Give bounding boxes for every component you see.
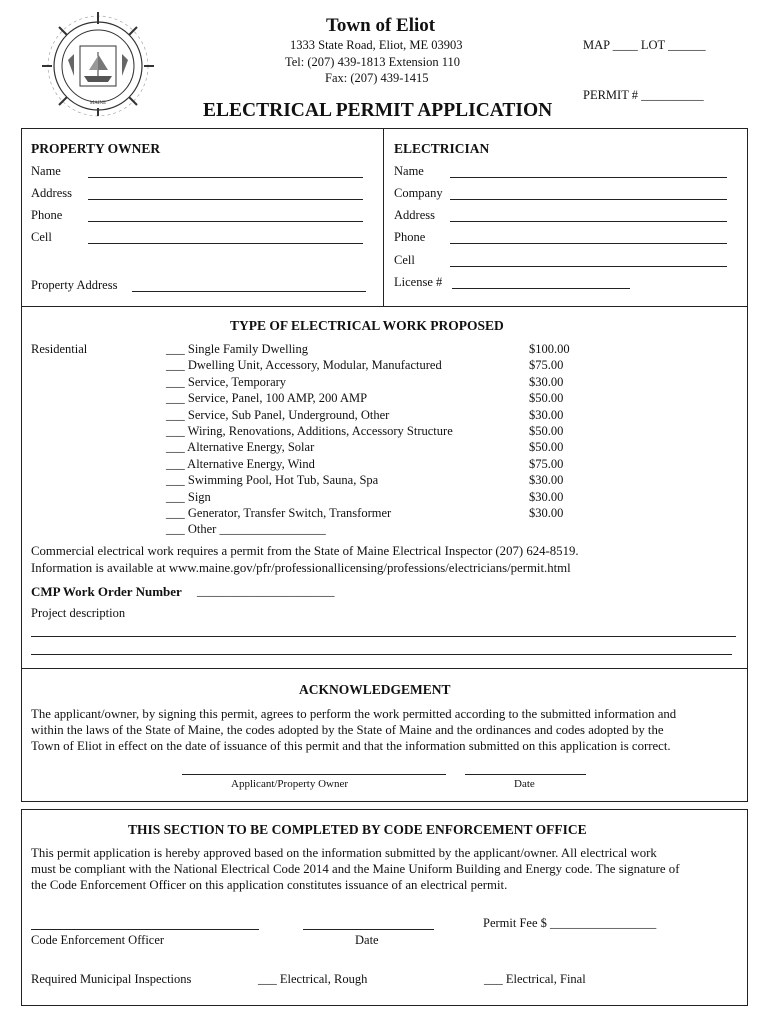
work-item-label[interactable]: ___ Alternative Energy, Solar <box>166 440 315 455</box>
electrician-phone-field[interactable] <box>450 243 727 244</box>
electrician-heading: ELECTRICIAN <box>394 141 490 156</box>
work-item-fee: $30.00 <box>529 407 564 422</box>
owner-address-label: Address <box>31 186 72 200</box>
work-item-fee: $30.00 <box>529 374 564 389</box>
seal-text: MAINE <box>89 101 107 106</box>
office-line-3: the Code Enforcement Officer on this application constitutes issuance of an electrical permit. <box>31 878 508 892</box>
electrician-license-field[interactable] <box>452 288 630 289</box>
town-name: Town of Eliot <box>326 15 436 36</box>
work-item-fee: $50.00 <box>529 391 564 406</box>
contact-divider <box>383 128 384 307</box>
electrician-address-field[interactable] <box>450 221 727 222</box>
owner-phone-field[interactable] <box>88 221 363 222</box>
work-item-label[interactable]: ___ Service, Panel, 100 AMP, 200 AMP <box>166 391 368 406</box>
town-tel: Tel: (207) 439-1813 Extension 110 <box>285 55 461 69</box>
town-fax: Fax: (207) 439-1415 <box>325 71 429 85</box>
project-description-line-2[interactable] <box>31 654 732 655</box>
work-item-label[interactable]: ___ Single Family Dwelling <box>166 342 309 356</box>
ack-line-3: Town of Eliot in effect on the date of issuance of this permit and that the information submitted on this application is correct. <box>31 739 671 753</box>
work-item-fee: $75.00 <box>529 358 564 373</box>
work-item-label[interactable]: ___ Dwelling Unit, Accessory, Modular, Manufactured <box>166 358 442 373</box>
work-item-fee: $100.00 <box>529 342 570 356</box>
permit-number: PERMIT # __________ <box>583 88 704 102</box>
work-heading: TYPE OF ELECTRICAL WORK PROPOSED <box>230 318 504 333</box>
owner-name-label: Name <box>31 164 61 178</box>
town-address: 1333 State Road, Eliot, ME 03903 <box>290 38 463 52</box>
electrician-name-field[interactable] <box>450 177 727 178</box>
work-item-fee: $50.00 <box>529 424 564 438</box>
work-item-label[interactable]: ___ Wiring, Renovations, Additions, Accessory Structure <box>166 424 453 438</box>
applicant-signature-label: Applicant/Property Owner <box>231 778 348 790</box>
electrician-license-label: License # <box>394 275 443 289</box>
work-item-label[interactable]: ___ Service, Temporary <box>166 374 287 389</box>
office-line-2: must be compliant with the National Electrical Code 2014 and the Maine Uniform Building and Energy code. The signature of <box>31 862 680 876</box>
work-item-label[interactable]: ___ Other _________________ <box>166 522 326 537</box>
electrician-name-label: Name <box>394 164 424 178</box>
work-item-label[interactable]: ___ Alternative Energy, Wind <box>166 456 315 471</box>
work-item-fee: $30.00 <box>529 473 564 488</box>
owner-name-field[interactable] <box>88 177 363 178</box>
work-item-label[interactable]: ___ Service, Sub Panel, Underground, Other <box>166 407 390 422</box>
work-item-label[interactable]: ___ Sign <box>166 489 211 504</box>
inspection-rough[interactable]: ___ Electrical, Rough <box>258 972 368 986</box>
residential-label: Residential <box>31 342 88 356</box>
officer-date-label: Date <box>355 933 379 947</box>
applicant-signature-field[interactable] <box>182 774 446 775</box>
ack-heading: ACKNOWLEDGEMENT <box>299 682 451 697</box>
electrician-address-label: Address <box>394 208 435 222</box>
electrician-company-field[interactable] <box>450 199 727 200</box>
project-description-label: Project description <box>31 606 126 620</box>
property-address-label: Property Address <box>31 278 118 292</box>
owner-cell-field[interactable] <box>88 243 363 244</box>
office-heading: THIS SECTION TO BE COMPLETED BY CODE ENFORCEMENT OFFICE <box>128 822 587 837</box>
map-lot: MAP ____ LOT ______ <box>583 38 706 52</box>
commercial-note-1: Commercial electrical work requires a permit from the State of Maine Electrical Inspector (207) 624-8519. <box>31 544 579 558</box>
inspection-final[interactable]: ___ Electrical, Final <box>484 972 586 986</box>
ack-line-2: within the laws of the State of Maine, the codes adopted by the State of Maine and the ordinances and codes adopted by the <box>31 723 664 737</box>
office-line-1: This permit application is hereby approved based on the information submitted by the applicant/owner. All electrical work <box>31 846 657 860</box>
cmp-label: CMP Work Order Number <box>31 584 182 599</box>
owner-phone-label: Phone <box>31 208 63 222</box>
work-item-fee: $30.00 <box>529 489 564 504</box>
property-address-field[interactable] <box>132 291 366 292</box>
cmp-field[interactable]: ______________________ <box>197 584 335 598</box>
inspections-label: Required Municipal Inspections <box>31 972 192 986</box>
applicant-date-label: Date <box>514 778 535 790</box>
project-description-line-1[interactable] <box>31 636 736 637</box>
officer-date-field[interactable] <box>303 929 434 930</box>
form-title: ELECTRICAL PERMIT APPLICATION <box>203 100 553 121</box>
commercial-note-2: Information is available at www.maine.gov/pfr/professionallicensing/professions/electricians/permit.html <box>31 561 571 575</box>
permit-fee[interactable]: Permit Fee $ _________________ <box>483 916 657 930</box>
applicant-date-field[interactable] <box>465 774 586 775</box>
work-item-label[interactable]: ___ Swimming Pool, Hot Tub, Sauna, Spa <box>166 473 379 488</box>
officer-signature-field[interactable] <box>31 929 259 930</box>
owner-heading: PROPERTY OWNER <box>31 141 161 156</box>
work-item-fee: $75.00 <box>529 456 564 471</box>
work-item-fee: $50.00 <box>529 440 564 455</box>
officer-label: Code Enforcement Officer <box>31 933 165 947</box>
electrician-company-label: Company <box>394 186 443 200</box>
ack-line-1: The applicant/owner, by signing this permit, agrees to perform the work permitted according to the submitted information and <box>31 707 677 721</box>
electrician-cell-field[interactable] <box>450 266 727 267</box>
electrician-phone-label: Phone <box>394 230 426 244</box>
work-item-fee: $30.00 <box>529 506 564 520</box>
town-seal <box>28 10 162 118</box>
electrician-cell-label: Cell <box>394 253 415 267</box>
owner-cell-label: Cell <box>31 230 52 244</box>
owner-address-field[interactable] <box>88 199 363 200</box>
work-item-label[interactable]: ___ Generator, Transfer Switch, Transformer <box>166 506 392 520</box>
